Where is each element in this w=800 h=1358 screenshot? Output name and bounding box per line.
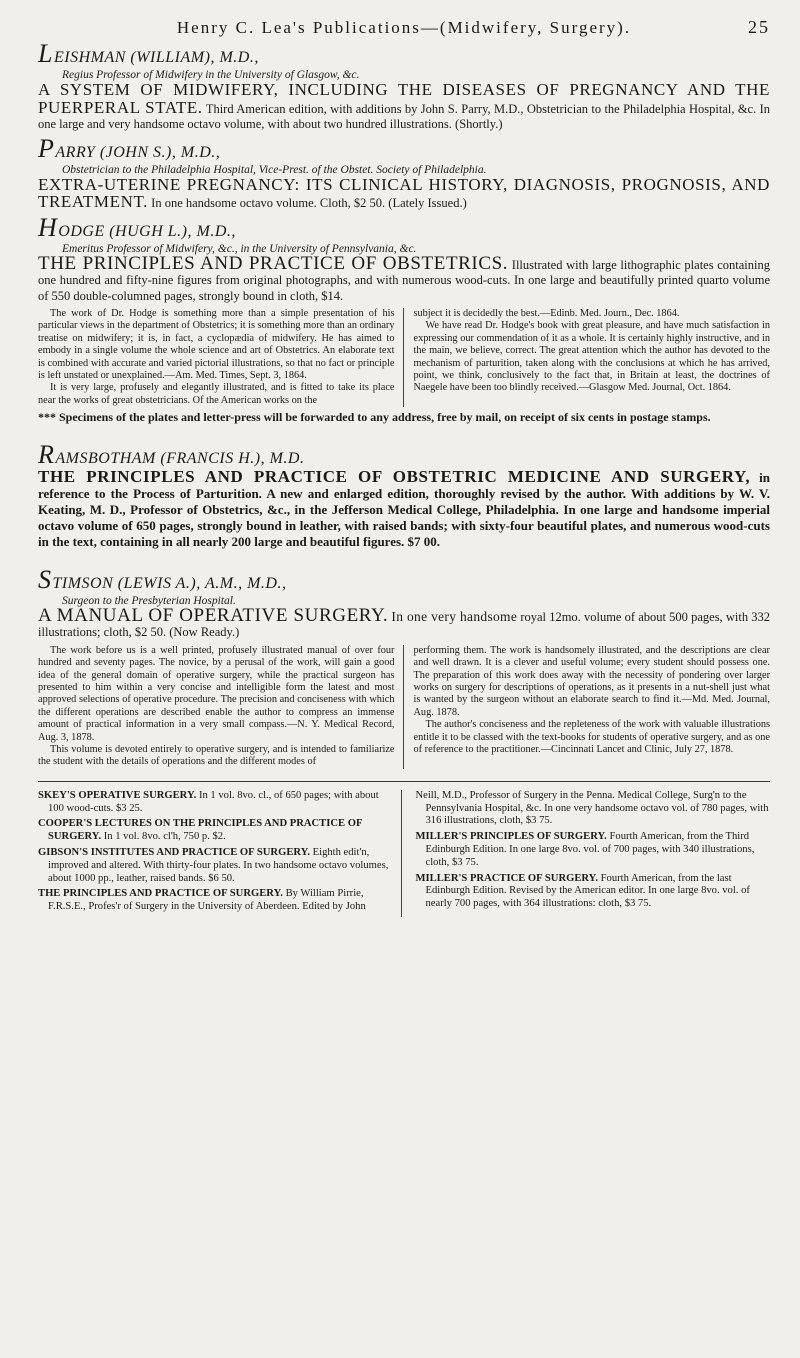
entry-stimson: [38, 564, 771, 769]
review-paragraph: The work before us is a well printed, profusely illustrated manual of over four hundred and seventy pages. The novice, by a perusal of the work, will gain a good idea of the general domain of operative surgery, while the practical surgeon has presented to him within a very concise and intelligible form the latest and most approved selections of operative procedure. The precision and conciseness with which the different operations are described enable the author to compress an immense amount of practical information in a very small compass.—N. Y. Medical Record, Aug. 3, 1878.: [38, 644, 395, 743]
author-initial: L: [38, 39, 53, 68]
review-paragraph: This volume is devoted entirely to operative surgery, and is intended to familiarize the student with the details of operations and the different modes of: [38, 744, 395, 768]
author-initial: H: [38, 212, 58, 242]
book-title-suffix: In one very handsome: [391, 608, 518, 624]
listing: Neill, M.D., Professor of Surgery in the Penna. Medical College, Surg'n to the Pennsylvania Hospital, &c. In one very handsome octavo vol. of 780 pages, with 316 illustrations, cloth, $3 75.: [415, 789, 769, 827]
book-description: Third American edition, with additions by John S. Parry, M.D., Obstetrician to the Philadelphia Hospital, &c. In one large and very handsome octavo volume, with about two hundred illustrations. (Shortly.): [38, 101, 771, 131]
entry-hodge: [38, 212, 770, 425]
reviews: [38, 308, 770, 407]
author-affiliation: Regius Professor of Midwifery in the University of Glasgow, &c.: [62, 69, 360, 81]
reviews: [38, 645, 770, 769]
author-name: ARRY (JOHN S.), M.D.,: [55, 143, 221, 161]
author-initial: S: [38, 564, 52, 594]
book-title: A MANUAL OF OPERATIVE SURGERY.: [38, 604, 389, 626]
running-head: [38, 0, 770, 38]
page-number: 25: [748, 17, 770, 37]
book-description: royal 12mo. volume of about 500 pages, with 332 illustrations; cloth, $2 50. (Now Ready.): [38, 609, 771, 640]
listing: SKEY'S OPERATIVE SURGERY. In 1 vol. 8vo. cl., of 650 pages; with about 100 wood-cuts. $3 25.: [38, 789, 379, 814]
author-heading: [38, 439, 770, 469]
entry-ramsbotham: [38, 439, 770, 550]
review-paragraph: It is very large, profusely and elegantly illustrated, and is fitted to take its place near the works of great obstetricians. Of the American works on the: [38, 382, 395, 406]
book-description: in reference to the Process of Parturition. A new and enlarged edition, thoroughly revised by the author. With additions by W. V. Keating, M. D., Professor of Obstetrics, &c., in the Jefferson Medical College, Philadelphia. In one large and handsome imperial octavo volume of 650 pages, strongly bound in leather, with raised bands; with sixty-four beautiful plates, and numerous wood-cuts in the text, containing in all nearly 200 large and beautiful figures. $7 00.: [38, 469, 770, 549]
author-initial: P: [38, 133, 55, 163]
author-name: TIMSON (LEWIS A.), A.M., M.D.,: [52, 574, 287, 592]
author-initial: R: [38, 439, 55, 469]
running-head-title: Henry C. Lea's Publications—(Midwifery, Surgery).: [176, 18, 632, 37]
review-paragraph: The author's conciseness and the repleteness of the work with valuable illustrations entitle it to be classed with the text-books for students of operative surgery, and as one of reference to the practitioner.—Cincinnati Lancet and Clinic, July 27, 1878.: [413, 719, 770, 755]
book-title: A SYSTEM OF MIDWIFERY, INCLUDING THE DISEASES OF PREGNANCY AND THE PUERPERAL STATE.: [38, 80, 770, 117]
book-title: EXTRA-UTERINE PREGNANCY: ITS CLINICAL HISTORY, DIAGNOSIS, PROGNOSIS, AND TREATMENT.: [38, 174, 770, 211]
book-description: In one handsome octavo volume. Cloth, $2 50. (Lately Issued.): [151, 196, 467, 210]
book-description: Illustrated with large lithographic plates containing one hundred and fifty-nine figures from original photographs, and with numerous wood-cuts. In one large and beautifully printed quarto volume of 550 double-columned pages, strongly bound in cloth, $14.: [38, 257, 770, 303]
footer-left-column: [38, 790, 402, 917]
entry-parry: [38, 133, 770, 212]
review-paragraph: performing them. The work is handsomely illustrated, and the descriptions are clear and well drawn. It is a clever and useful volume; every student should possess one. The preparation of this work does away with the necessity of pondering over larger works on surgery for descriptions of operations, as it presents in a nut-shell just what is wanted by the surgeon without an elaborate search to find it.—Md. Med. Journal, Aug. 1878.: [413, 644, 770, 718]
author-heading: [38, 39, 770, 68]
author-heading: [38, 564, 770, 594]
author-affiliation: Obstetrician to the Philadelphia Hospital, Vice-Prest. of the Obstet. Society of Philadelphia.: [62, 163, 487, 176]
book-title: THE PRINCIPLES AND PRACTICE OF OBSTETRIC MEDICINE AND SURGERY,: [38, 466, 751, 486]
author-name: AMSBOTHAM (FRANCIS H.), M.D.: [55, 449, 305, 467]
listing: MILLER'S PRINCIPLES OF SURGERY. Fourth American, from the Third Edinburgh Edition. In one large 8vo. vol. of 700 pages, with 340 illustrations, cloth, $3 75.: [415, 831, 755, 868]
reviews-left-column: [38, 645, 404, 769]
footer-right-column: [416, 790, 771, 917]
review-paragraph: We have read Dr. Hodge's book with great pleasure, and have much satisfaction in expressing our commendation of it as a whole. It is certainly highly instructive, and in the main, we believe, correct. The great attention which the author has devoted to the mechanism of parturition, taken along with the conclusions at which he has arrived, point, we think, conclusively to the fact that, in Britain at least, the doctrines of Naegele have been too blindly received.—Glasgow Med. Journal, Oct. 1864.: [413, 320, 770, 394]
author-affiliation: Emeritus Professor of Midwifery, &c., in the University of Pennsylvania, &c.: [62, 242, 417, 255]
author-heading: [38, 133, 770, 163]
listing: MILLER'S PRACTICE OF SURGERY. Fourth American, from the last Edinburgh Edition. Revised by the American editor. In one large 8vo. vol. of nearly 700 pages, with 364 illustrations: cloth, $3 75.: [415, 872, 750, 910]
author-name: ODGE (HUGH L.), M.D.,: [58, 222, 236, 240]
author-affiliation: Surgeon to the Presbyterian Hospital.: [62, 594, 236, 607]
review-paragraph: subject it is decidedly the best.—Edinb. Med. Journ., Dec. 1864.: [413, 308, 680, 319]
listing: GIBSON'S INSTITUTES AND PRACTICE OF SURGERY. Eighth edit'n, improved and altered. With thirty-four plates. In two handsome octavo volumes, about 1000 pp., leather, raised bands. $6 50.: [38, 847, 389, 884]
specimen-notice: *** Specimens of the plates and letter-press will be forwarded to any address, free by mail, on receipt of six cents in postage stamps.: [38, 410, 711, 425]
author-name: EISHMAN (WILLIAM), M.D.,: [53, 49, 259, 66]
listing: THE PRINCIPLES AND PRACTICE OF SURGERY. By William Pirrie, F.R.S.E., Profes'r of Surgery in the University of Aberdeen. Edited by John: [38, 888, 366, 913]
author-heading: [38, 212, 770, 242]
book-title: THE PRINCIPLES AND PRACTICE OF OBSTETRICS.: [38, 252, 509, 274]
divider: [38, 781, 770, 782]
reviews-right-column: [414, 645, 771, 769]
review-paragraph: The work of Dr. Hodge is something more than a simple presentation of his particular views in the department of Obstetrics; it is something more than an ordinary treatise on midwifery; it is, in fact, a cyclopædia of midwifery. He has aimed to embody in a single volume the whole science and art of Obstetrics. An elaborate text is combined with accurate and varied pictorial illustrations, so that no fact or principle is left unstated or unexplained.—Am. Med. Times, Sept. 3, 1864.: [38, 308, 395, 382]
entry-leishman: [38, 39, 771, 133]
reviews-right-column: [414, 308, 771, 407]
listing: COOPER'S LECTURES ON THE PRINCIPLES AND PRACTICE OF SURGERY. In 1 vol. 8vo. cl'h, 750 p. $2.: [38, 818, 363, 843]
footer-listings: [38, 790, 770, 917]
reviews-left-column: [38, 308, 404, 407]
